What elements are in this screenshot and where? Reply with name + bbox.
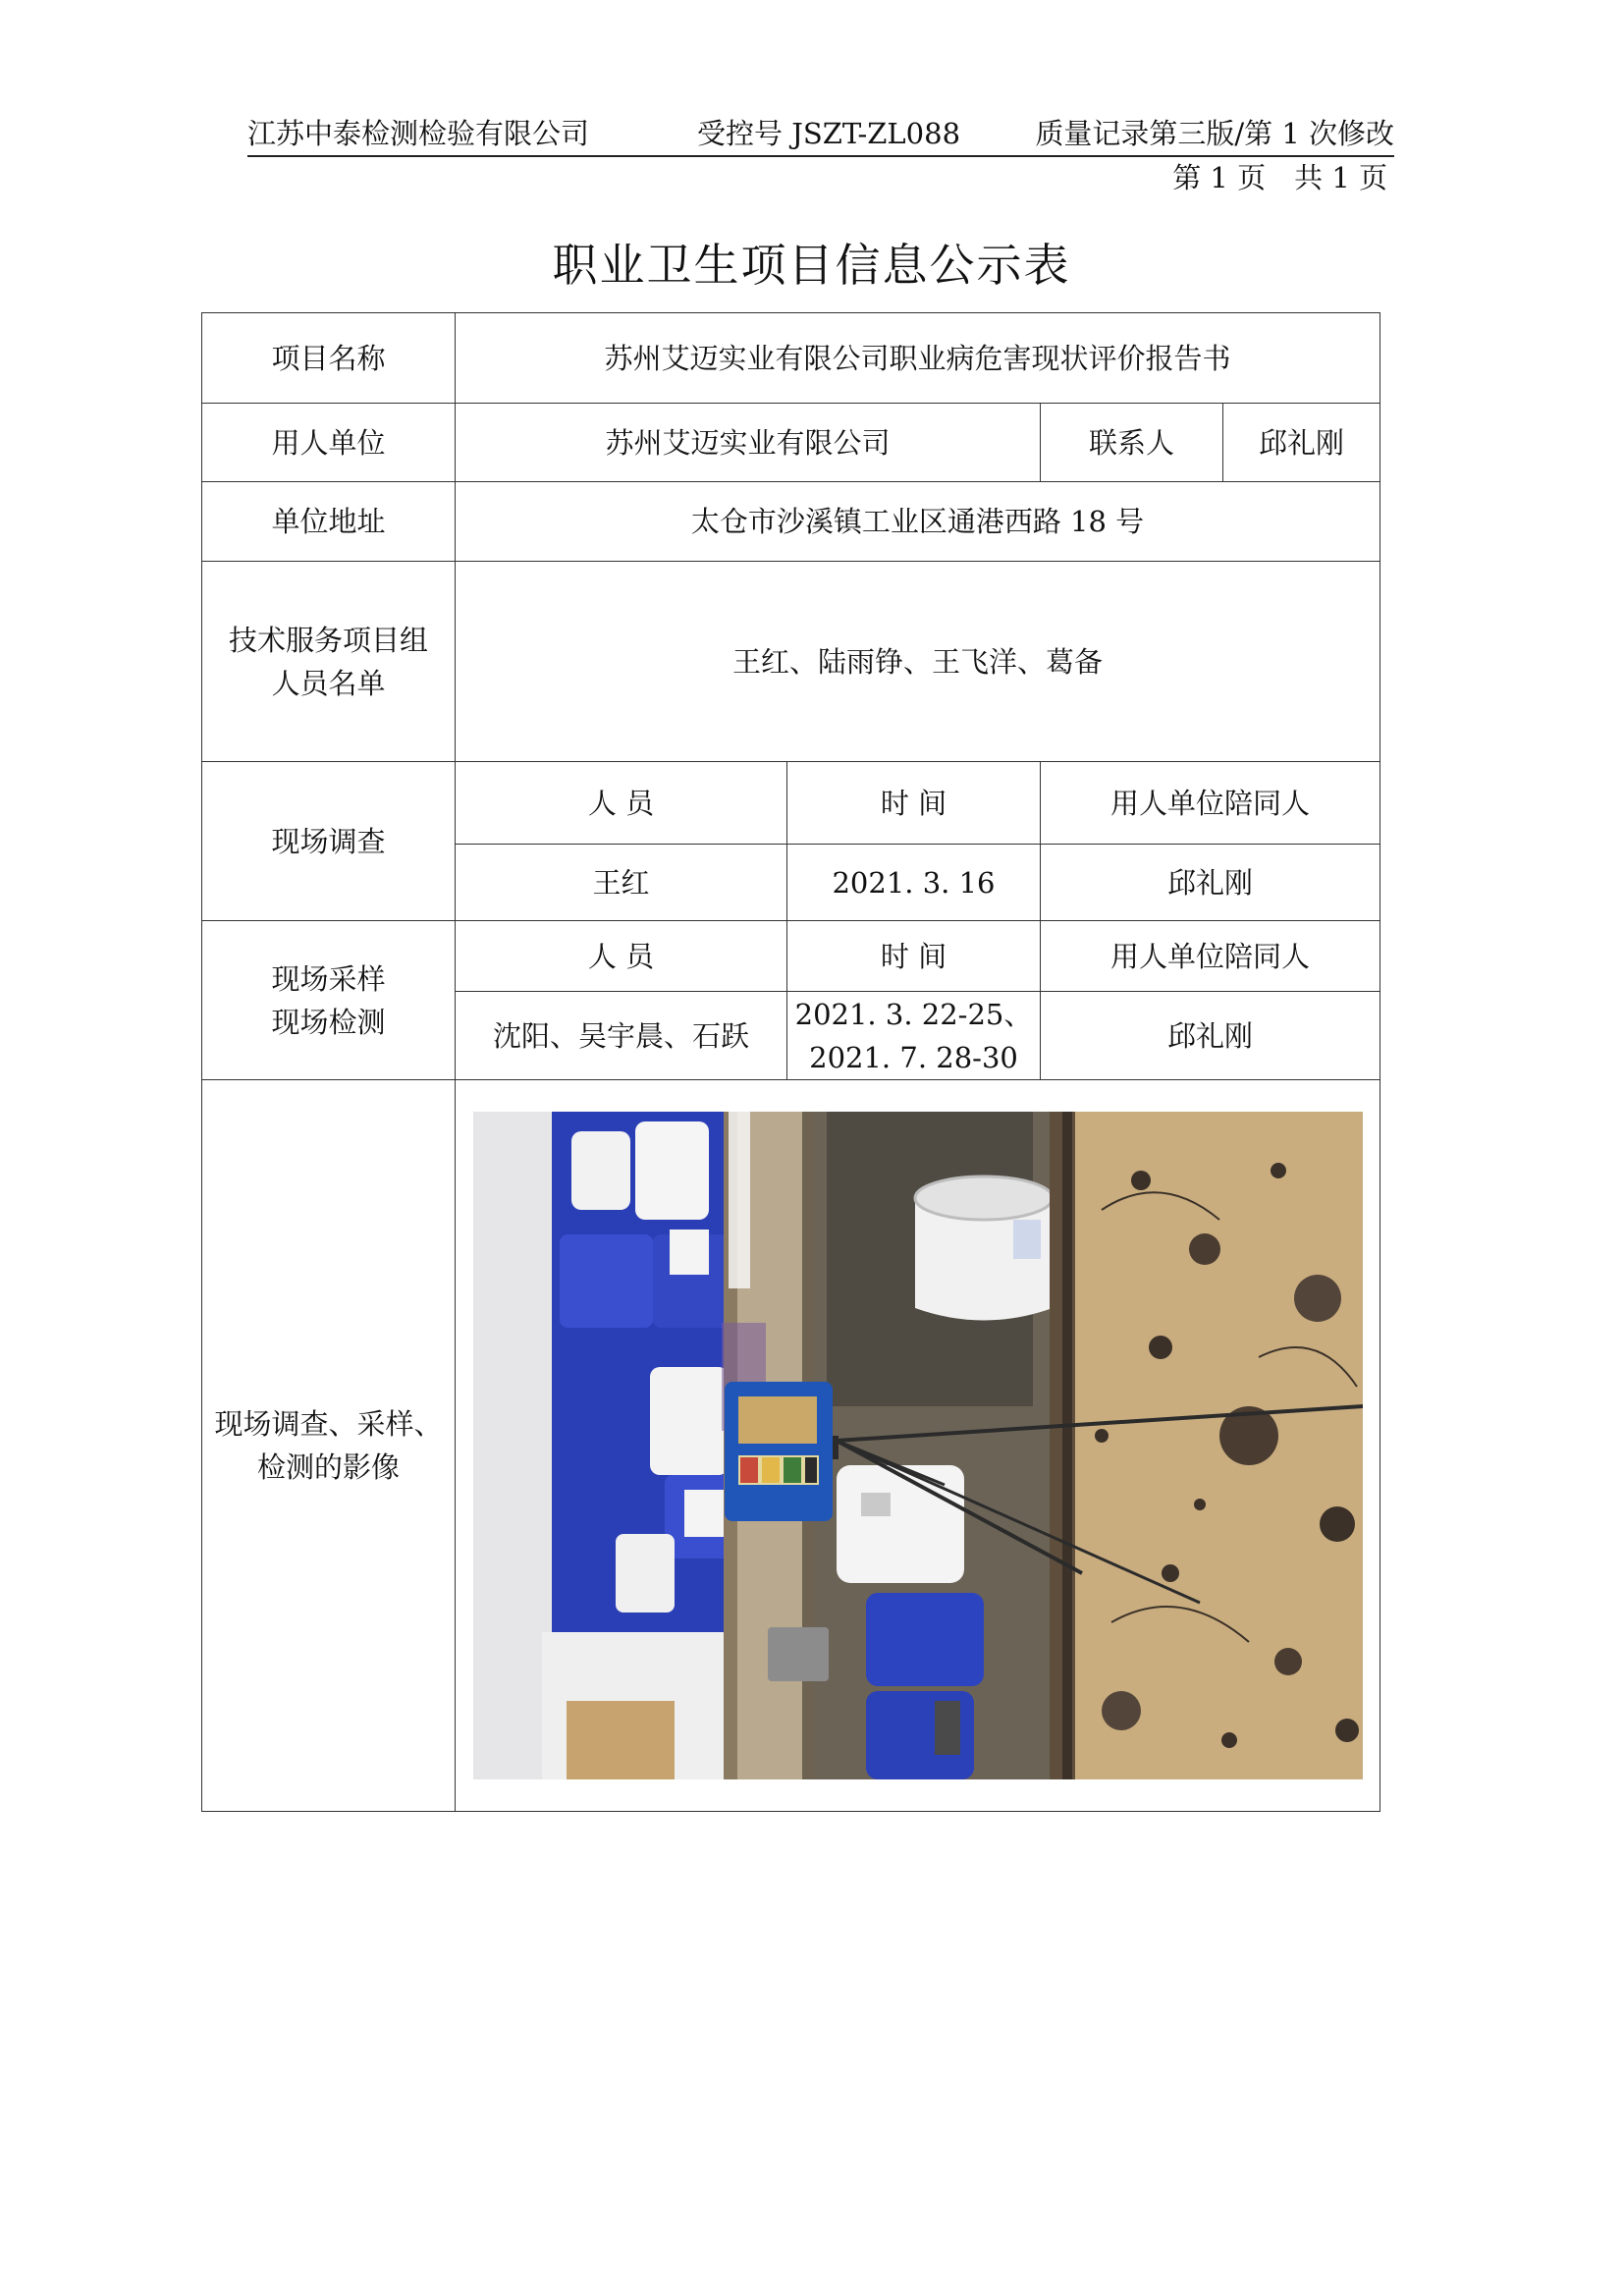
contact-label: 联系人	[1041, 404, 1223, 482]
survey-col-person: 人 员	[456, 762, 787, 845]
header-page-number: 第 1 页 共 1 页	[1172, 161, 1387, 194]
address-label: 单位地址	[202, 482, 456, 562]
photo-label-line1: 现场调查、采样、	[214, 1407, 443, 1441]
photo-cell	[456, 1080, 1380, 1812]
address-value: 太仓市沙溪镇工业区通港西路 18 号	[456, 482, 1380, 562]
row-photo	[202, 1080, 1380, 1812]
team-label-line1: 技术服务项目组	[228, 623, 428, 657]
team-label	[202, 562, 456, 762]
header-company: 江苏中泰检测检验有限公司	[247, 117, 590, 150]
info-table	[201, 312, 1380, 1812]
row-team	[202, 562, 1380, 762]
photo-label	[202, 1080, 456, 1812]
row-project-name	[202, 313, 1380, 404]
header-rule	[247, 155, 1394, 157]
survey-time: 2021. 3. 16	[787, 845, 1041, 921]
team-value: 王红、陆雨铮、王飞洋、葛备	[456, 562, 1380, 762]
survey-escort: 邱礼刚	[1041, 845, 1380, 921]
team-label-line2: 人员名单	[271, 666, 386, 700]
site-photo-illustration	[473, 1112, 1363, 1779]
photo-label-line2: 检测的影像	[256, 1450, 400, 1484]
row-address	[202, 482, 1380, 562]
survey-col-time: 时 间	[787, 762, 1041, 845]
project-name-value: 苏州艾迈实业有限公司职业病危害现状评价报告书	[456, 313, 1380, 404]
row-survey-header	[202, 762, 1380, 845]
header-revision: 质量记录第三版/第 1 次修改	[1035, 117, 1394, 150]
sampling-label	[202, 921, 456, 1080]
document-title: 职业卫生项目信息公示表	[552, 239, 1071, 292]
header-control-number: 受控号 JSZT-ZL088	[697, 117, 961, 150]
sampling-label-line2: 现场检测	[271, 1005, 386, 1039]
sampling-time-line1: 2021. 3. 22-25、	[794, 997, 1033, 1031]
sampling-person: 沈阳、吴宇晨、石跃	[456, 992, 787, 1080]
sampling-escort: 邱礼刚	[1041, 992, 1380, 1080]
sampling-col-time: 时 间	[787, 921, 1041, 992]
sampling-time	[787, 992, 1041, 1080]
employer-value: 苏州艾迈实业有限公司	[456, 404, 1041, 482]
sampling-label-line1: 现场采样	[271, 961, 386, 996]
project-name-label: 项目名称	[202, 313, 456, 404]
survey-person: 王红	[456, 845, 787, 921]
sampling-col-person: 人 员	[456, 921, 787, 992]
survey-label: 现场调查	[202, 762, 456, 921]
row-employer	[202, 404, 1380, 482]
sampling-col-escort: 用人单位陪同人	[1041, 921, 1380, 992]
site-photo	[473, 1112, 1363, 1779]
employer-label: 用人单位	[202, 404, 456, 482]
row-sampling-header	[202, 921, 1380, 992]
contact-value: 邱礼刚	[1223, 404, 1380, 482]
sampling-time-line2: 2021. 7. 28-30	[809, 1040, 1018, 1074]
survey-col-escort: 用人单位陪同人	[1041, 762, 1380, 845]
